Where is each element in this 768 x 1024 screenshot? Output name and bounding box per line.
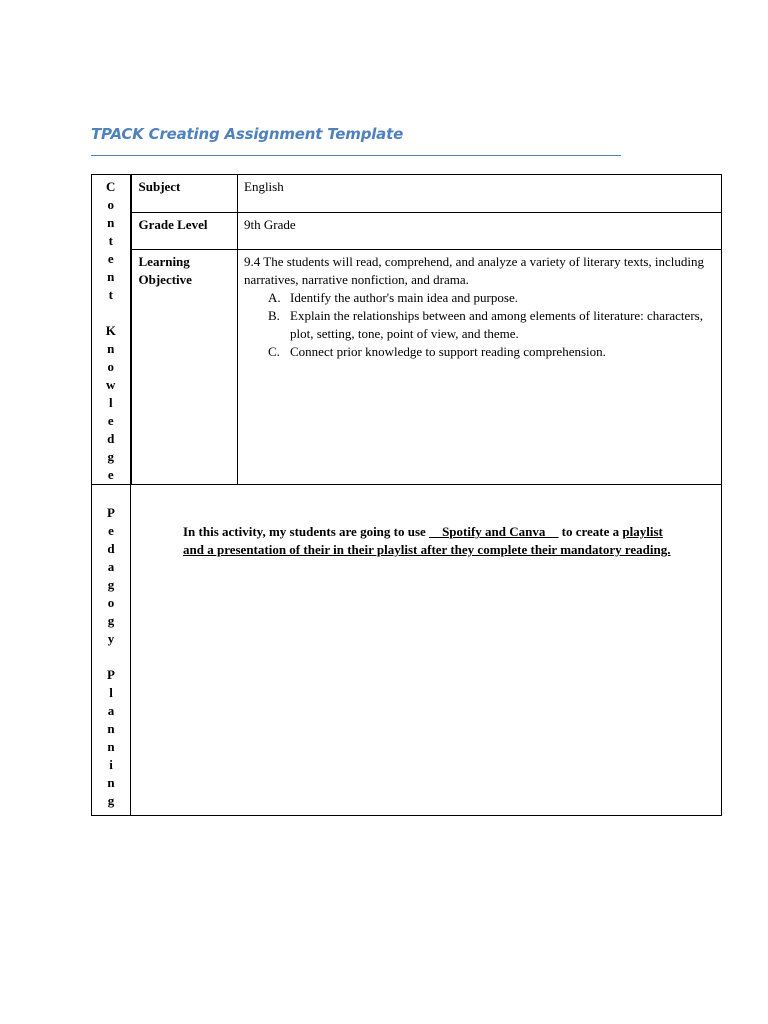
title-underline-rule [91,155,621,156]
vertical-letter [92,648,130,666]
pedagogy-planning-row [92,485,722,816]
pedagogy-planning-letters [92,485,130,810]
vertical-letter: C [106,179,116,194]
subject-value: English [238,175,722,213]
activity-middle: to create a [558,524,623,539]
subject-label: Subject [131,175,238,213]
vertical-letter: g [107,613,115,628]
vertical-letter: g [107,793,115,808]
learning-objective-value [238,250,722,485]
vertical-letter: n [107,215,115,230]
vertical-letter: e [107,413,114,428]
learning-objective-row [92,250,722,485]
tpack-table [91,174,722,816]
vertical-letter: n [107,721,115,736]
list-item-text: Explain the relationships between and among elements of literature: characters, plot, setting, tone, point of view, and theme. [290,308,703,342]
vertical-letter: o [107,359,114,374]
vertical-letter: n [107,269,115,284]
list-item-marker: C. [268,344,280,360]
vertical-letter: o [107,595,115,610]
grade-level-label: Grade Level [131,212,238,250]
list-item-text: Identify the author's main idea and purpose. [290,290,518,306]
vertical-letter: i [109,757,113,772]
activity-tools: __Spotify and Canva__ [429,524,559,539]
document-title: TPACK Creating Assignment Template [91,125,404,143]
learning-objective-label-line2: Objective [138,272,192,288]
content-knowledge-letters [92,175,130,484]
list-item-marker: B. [268,308,280,324]
vertical-letter: e [107,467,114,482]
vertical-letter: n [107,775,115,790]
vertical-letter: l [109,685,113,700]
list-item [244,343,715,361]
activity-prefix: In this activity, my students are going to use [183,524,430,539]
activity-underlined-text: playlist and a presentation of their in their playlist after they complete their mandatory reading. [183,524,671,557]
list-item [244,307,715,343]
vertical-letter: a [107,703,115,718]
activity-statement [131,485,721,559]
vertical-letter: t [108,287,113,302]
vertical-letter: K [105,323,116,338]
vertical-letter: a [107,559,115,574]
learning-objective-intro: 9.4 The students will read, comprehend, and analyze a variety of literary texts, including narratives, narrative nonfiction, and drama. [244,254,705,288]
vertical-letter: w [106,377,116,392]
pedagogy-planning-vertical-label [92,485,131,816]
vertical-letter [92,304,130,322]
vertical-letter: d [107,541,115,556]
vertical-letter: y [107,631,115,646]
list-item-text: Connect prior knowledge to support reading comprehension. [290,344,606,360]
vertical-letter: l [108,395,113,410]
vertical-letter: P [107,667,115,682]
vertical-letter: n [107,739,115,754]
pedagogy-planning-content [131,485,722,816]
vertical-letter: d [107,431,115,446]
grade-level-value: 9th Grade [238,212,722,250]
vertical-letter: e [107,251,114,266]
vertical-letter: n [107,341,115,356]
vertical-letter: t [108,233,113,248]
content-knowledge-vertical-label [92,175,131,485]
vertical-letter: o [107,197,114,212]
vertical-letter: g [107,449,114,464]
grade-level-row [92,212,722,250]
learning-objective-label [131,250,238,485]
vertical-letter: g [107,577,115,592]
learning-objective-label-line1: Learning [138,254,190,270]
vertical-letter: e [108,523,114,538]
learning-objective-list [244,289,715,361]
list-item [244,289,715,307]
subject-row [92,175,722,213]
vertical-letter: P [107,505,115,520]
list-item-marker: A. [268,290,281,306]
